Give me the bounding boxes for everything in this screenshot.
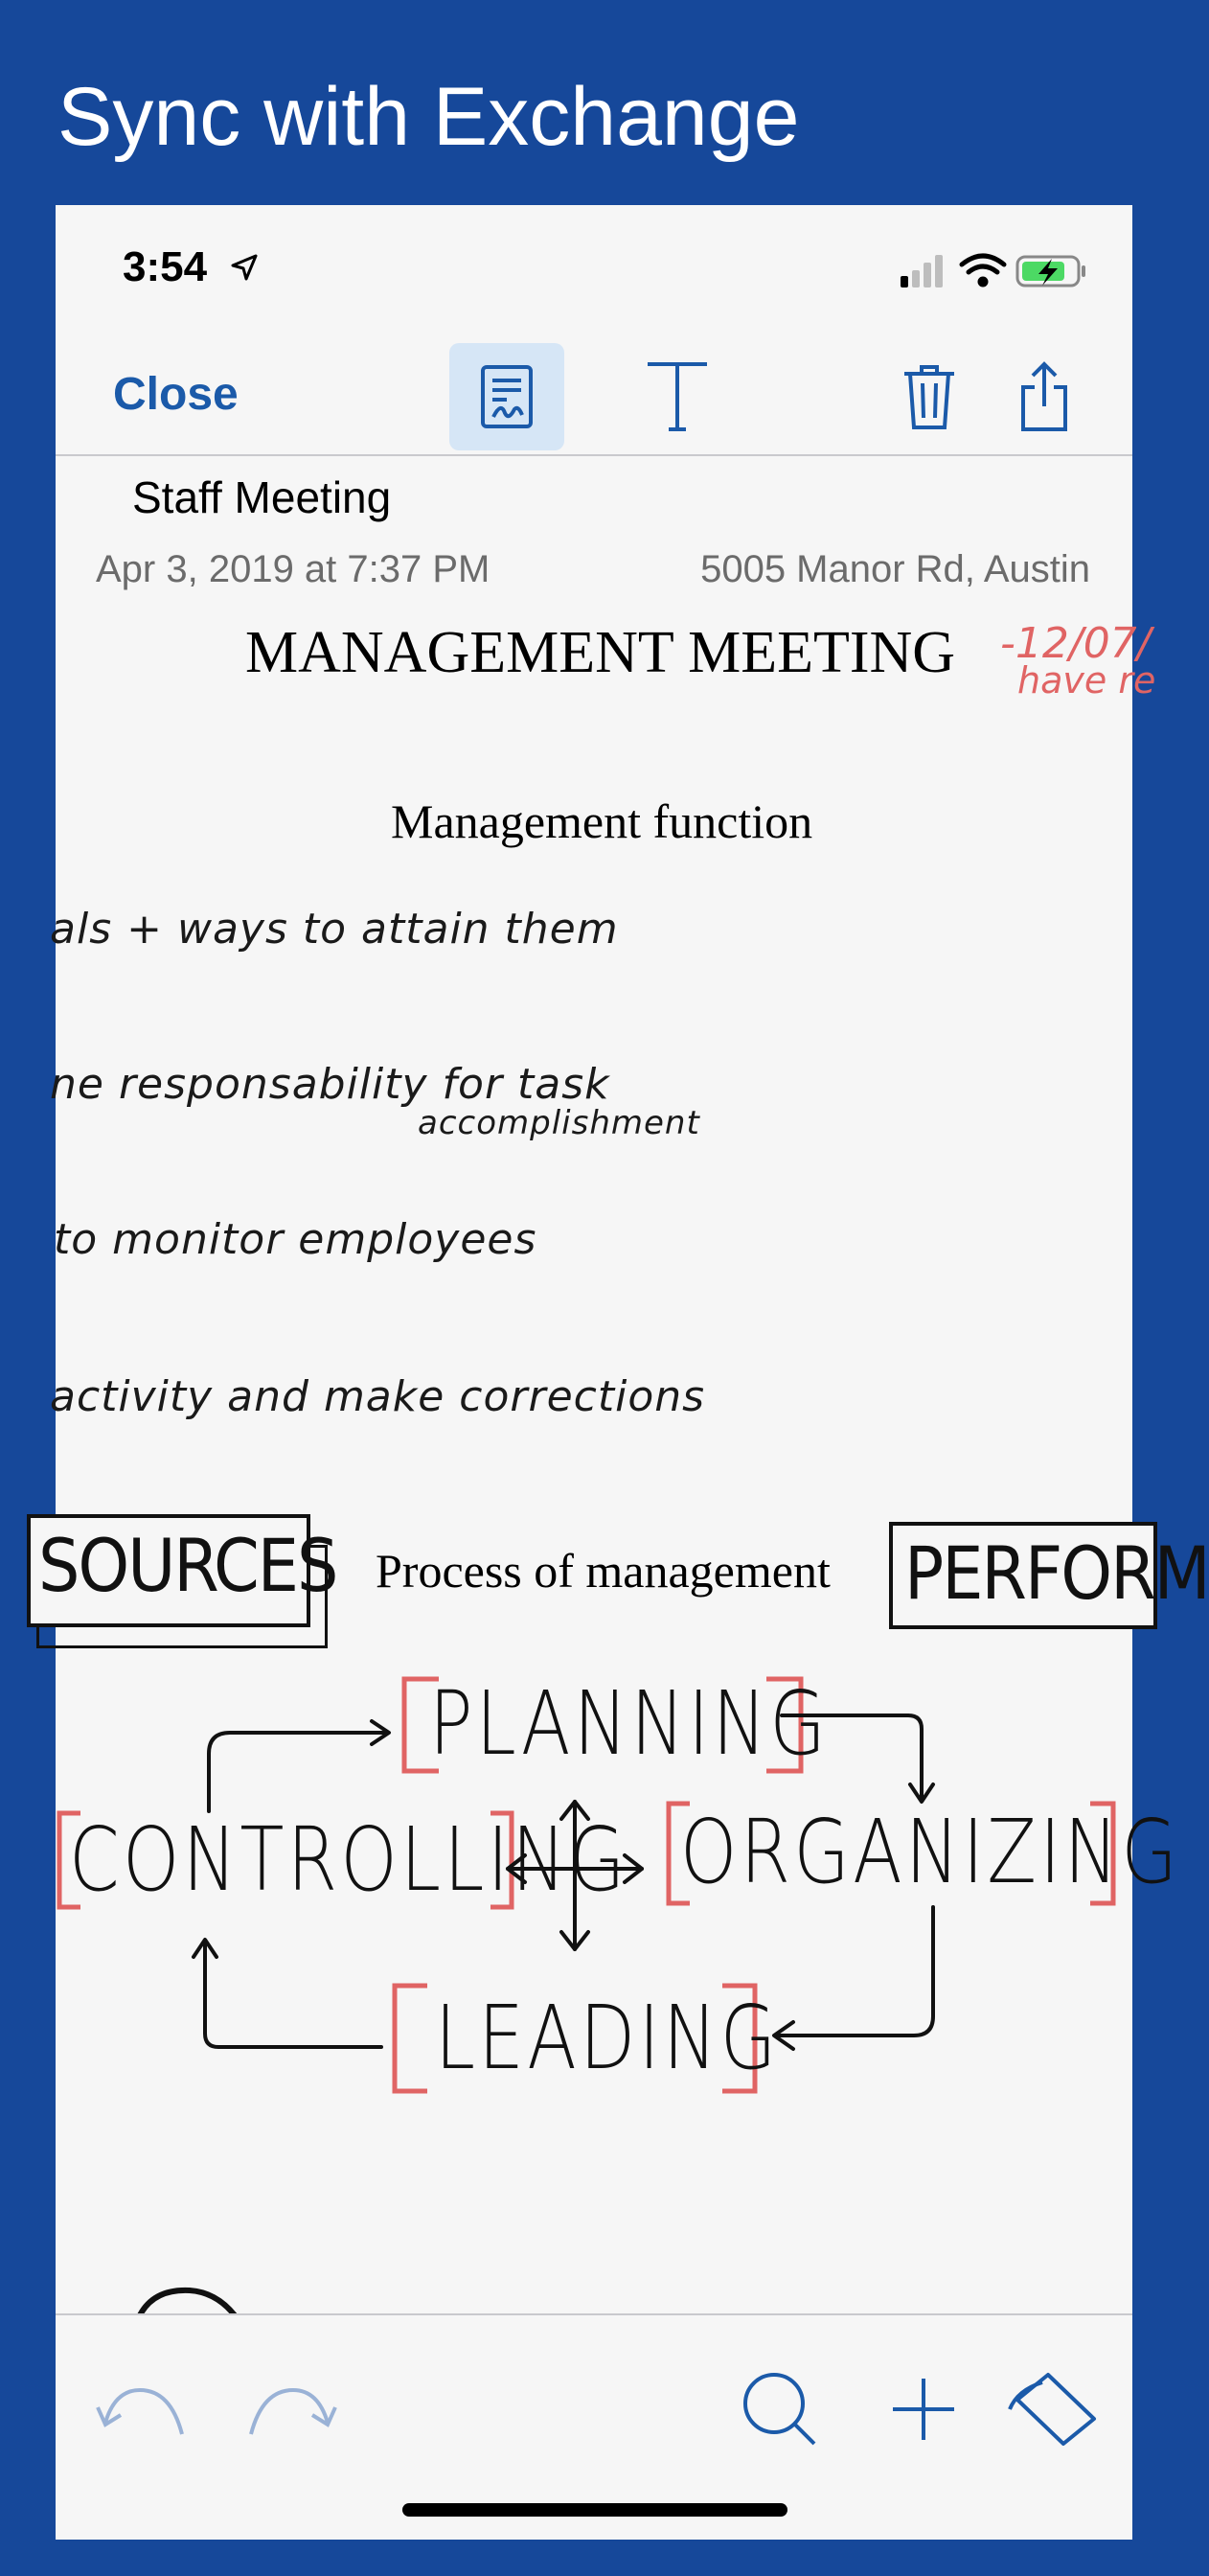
document-title: Staff Meeting	[132, 472, 392, 522]
arrow-organizing-to-leading	[776, 1907, 933, 2036]
banner-title: Sync with Exchange	[57, 71, 800, 163]
box-right-perform: PERFORM	[889, 1522, 1157, 1629]
subheading-management-function: Management function	[391, 794, 813, 848]
redo-icon	[243, 2361, 339, 2457]
status-time: 3:54	[123, 243, 208, 290]
red-annotation-line-1: -12/07/	[1000, 619, 1152, 668]
undo-icon	[94, 2361, 190, 2457]
handwritten-line-4: activity and make corrections	[50, 1372, 706, 1421]
redo-button[interactable]	[243, 2361, 339, 2457]
subheading-process-of-management: Process of management	[376, 1544, 831, 1598]
eraser-button[interactable]	[1004, 2361, 1100, 2457]
document-heading: MANAGEMENT MEETING	[245, 620, 956, 685]
document-address: 5005 Manor Rd, Austin	[700, 548, 1090, 590]
phone-screen	[38, 205, 1209, 2538]
arrow-leading-to-controlling	[205, 1942, 381, 2047]
undo-button[interactable]	[94, 2361, 190, 2457]
handwritten-line-3: to monitor employees	[54, 1215, 537, 1264]
handwritten-line-2b: accomplishment	[418, 1104, 700, 1142]
arrow-controlling-to-planning	[209, 1733, 387, 1811]
home-indicator[interactable]	[402, 2503, 787, 2517]
search-icon	[732, 2361, 828, 2457]
handwritten-line-1: als + ways to attain them	[50, 905, 619, 954]
cycle-leading: LEADING	[435, 1987, 780, 2089]
search-button[interactable]	[732, 2361, 828, 2457]
bracket-leading-left	[395, 1986, 427, 2091]
cycle-planning: PLANNING	[429, 1672, 830, 1775]
box-left-sources: SOURCES	[27, 1514, 310, 1627]
handwritten-line-2: ne responsability for task	[50, 1060, 610, 1109]
eraser-icon	[1004, 2361, 1100, 2457]
close-button[interactable]: Close	[113, 369, 239, 420]
red-annotation-line-2: have re	[1017, 659, 1156, 702]
cycle-organizing: ORGANIZING	[680, 1801, 1181, 1903]
cycle-controlling: CONTROLLING	[69, 1808, 628, 1911]
add-icon	[876, 2361, 971, 2457]
add-button[interactable]	[876, 2361, 971, 2457]
document-date: Apr 3, 2019 at 7:37 PM	[96, 548, 490, 590]
